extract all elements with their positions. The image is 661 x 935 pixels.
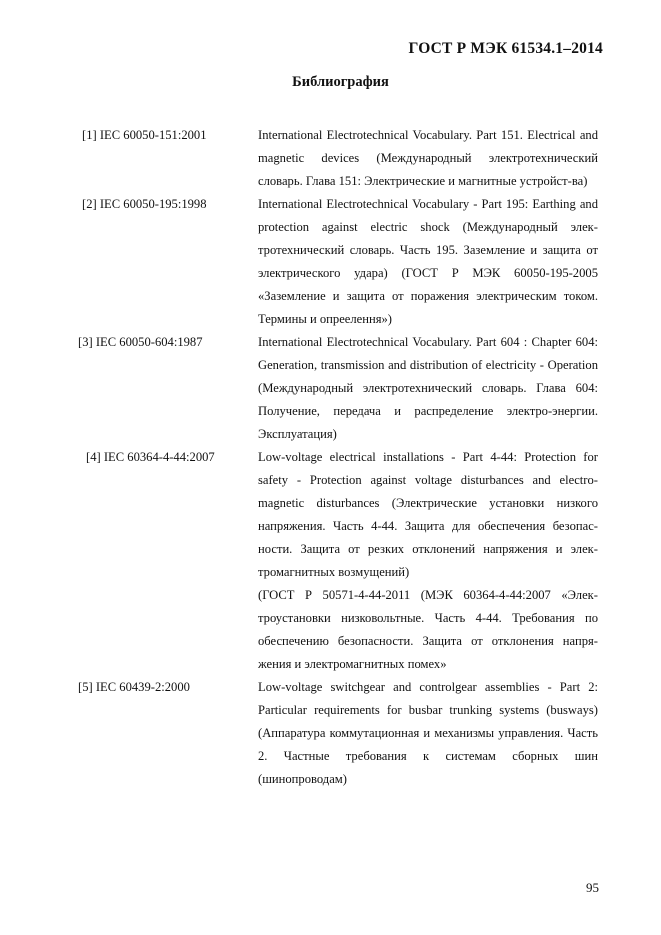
entry-description (258, 331, 598, 446)
entry-description (258, 446, 598, 676)
entry-description (258, 676, 598, 791)
entry-paragraph: Low-voltage switchgear and controlgear assemblies - Part 2: Particular requirements for busbar trunking systems (busways) (Аппаратура коммутационная и механизмы управления. Часть 2. Частные требования к системам сборных шин (шинопроводам) (258, 680, 598, 786)
entry-paragraph: International Electrotechnical Vocabulary - Part 195: Earthing and protection against electric shock (Международный элек-тротехнический словарь. Часть 195. Заземление и защита от электрического удара) (ГОСТ Р МЭК 60050-195-2005 «Заземление и защита от поражения электрическим током. Термины и опреелення») (258, 197, 598, 326)
entry-description (258, 124, 598, 193)
entry-paragraph: International Electrotechnical Vocabulary. Part 151. Electrical and magnetic devices (Международный электротехнический словарь. Глава 151: Электрические и магнитные устройст-ва) (258, 128, 598, 188)
bibliography-entry (0, 124, 661, 193)
bibliography-entry (0, 193, 661, 331)
bibliography-entry (0, 331, 661, 446)
bibliography-entry (0, 446, 661, 676)
entry-description (258, 193, 598, 331)
entry-reference: [5] IEC 60439-2:2000 (78, 680, 190, 694)
entry-paragraph: Low-voltage electrical installations - Part 4-44: Protection for safety - Protection against voltage disturbances and electro-magnetic disturbances (Электрические установки низкого напряжения. Часть 4-44. Защита для обеспечения безопас-ности. Защита от резких отклонений напряжения и элек-тромагнитных возмущений) (258, 450, 598, 579)
entry-paragraph: (ГОСТ Р 50571-4-44-2011 (МЭК 60364-4-44:2007 «Элек-троустановки низковольтные. Часть 4-44. Требования по обеспечению безопасности. Защита от отклонения напря-жения и электромагнитных помех» (258, 588, 598, 671)
bibliography-list (0, 124, 661, 791)
page-title: Библиография (292, 74, 389, 90)
entry-paragraph: International Electrotechnical Vocabulary. Part 604 : Chapter 604: Generation, transmission and distribution of electricity - Operation (Международный электротехнический словарь. Глава 604: Получение, передача и распределение электро-энергии. Эксплуатация) (258, 335, 598, 441)
entry-reference: [3] IEC 60050-604:1987 (78, 335, 203, 349)
page-number: 95 (586, 880, 599, 895)
document-header: ГОСТ Р МЭК 61534.1–2014 (408, 40, 603, 57)
entry-reference: [1] IEC 60050-151:2001 (82, 128, 207, 142)
entry-reference: [4] IEC 60364-4-44:2007 (86, 450, 215, 464)
entry-reference: [2] IEC 60050-195:1998 (82, 197, 207, 211)
bibliography-entry (0, 676, 661, 791)
